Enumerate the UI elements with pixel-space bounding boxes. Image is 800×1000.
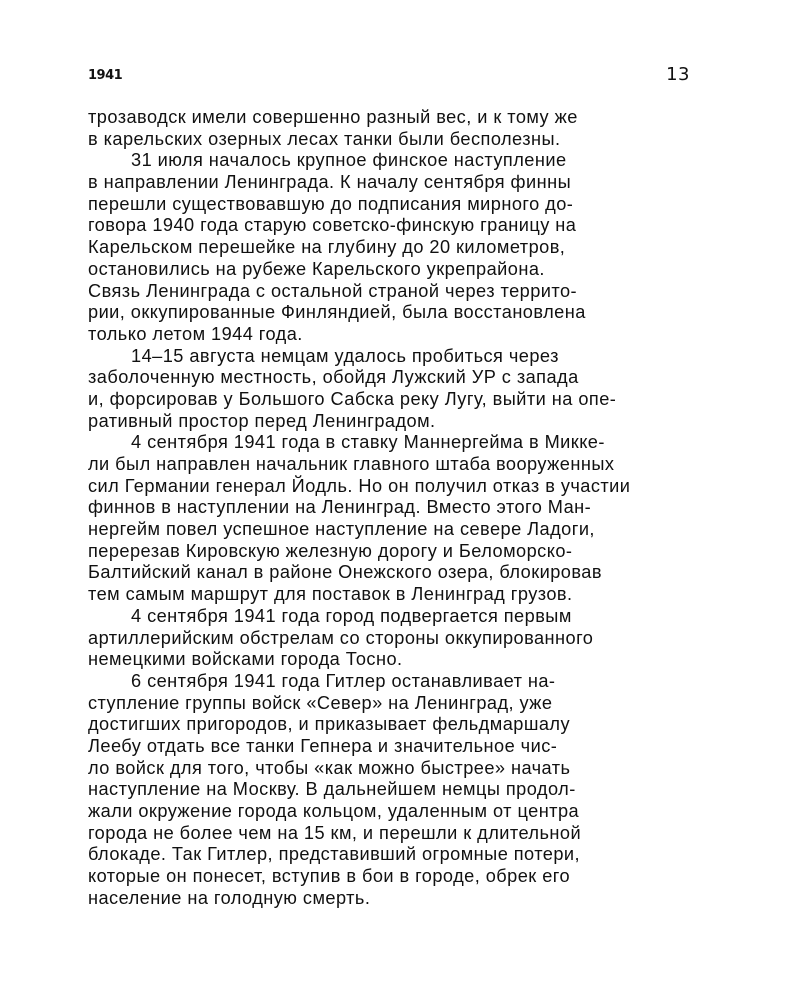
text-line: немецкими войсками города Тосно. [88,649,403,670]
text-line: Карельском перешейке на глубину до 20 километров, [88,237,566,258]
text-line: города не более чем на 15 км, и перешли к длительной [88,822,582,843]
paragraph-first-line: 14–15 августа немцам удалось пробиться через [131,345,559,366]
text-line: рии, оккупированные Финляндией, была восстановлена [88,302,586,323]
text-line: ло войск для того, чтобы «как можно быстрее» начать [88,757,571,778]
paragraph-first-line: 4 сентября 1941 года в ставку Маннергейма в Микке- [131,432,605,453]
text-line: наступление на Москву. В дальнейшем немцы продол- [88,779,576,800]
text-line: ли был направлен начальник главного штаба вооруженных [88,454,615,474]
text-line: население на голодную смерть. [88,887,371,908]
running-title: 1941 [88,68,123,83]
text-line: перерезав Кировскую железную дорогу и Беломорско- [88,540,573,561]
paragraph-first-line: 31 июля началось крупное финское наступление [131,150,567,171]
running-head [88,64,690,90]
paragraph-first-line: 6 сентября 1941 года Гитлер останавливает на- [131,670,556,691]
body-text [88,107,698,909]
text-line: ративный простор перед Ленинградом. [88,410,436,431]
text-line: только летом 1944 года. [88,323,303,344]
text-line: ступление группы войск «Север» на Ленинград, уже [88,692,553,713]
text-line: жали окружение города кольцом, удаленным от центра [88,801,580,821]
text-line: говора 1940 года старую советско-финскую границу на [88,215,577,236]
text-line: Связь Ленинграда с остальной страной через террито- [88,280,578,301]
text-line: достигших пригородов, и приказывает фельдмаршалу [88,714,571,735]
text-line: Балтийский канал в районе Онежского озера, блокировав [88,562,602,583]
text-line: трозаводск имели совершенно разный вес, и к тому же [88,107,578,127]
text-line: которые он понесет, вступив в бои в городе, обрек его [88,866,571,887]
text-line: сил Германии генерал Йодль. Но он получил отказ в участии [88,475,631,496]
text-line: в карельских озерных лесах танки были бесполезны. [88,128,561,149]
text-line: тем самым маршрут для поставок в Ленинград грузов. [88,584,573,605]
page-number: 13 [666,64,690,85]
text-line: и, форсировав у Большого Сабска реку Лугу, выйти на опе- [88,388,617,409]
text-line: артиллерийским обстрелам со стороны оккупированного [88,627,594,648]
paragraph-first-line: 4 сентября 1941 года город подвергается первым [131,605,572,626]
text-line: финнов в наступлении на Ленинград. Вместо этого Ман- [88,497,592,518]
text-line: нергейм повел успешное наступление на севере Ладоги, [88,519,595,540]
text-line: перешли существовавшую до подписания мирного до- [88,193,574,214]
text-line: заболоченную местность, обойдя Лужский УР с запада [88,367,579,388]
text-line: блокаде. Так Гитлер, представивший огромные потери, [88,844,581,865]
text-line: Леебу отдать все танки Гепнера и значительное чис- [88,735,558,756]
text-line: остановились на рубеже Карельского укрепрайона. [88,258,545,279]
text-line: в направлении Ленинграда. К началу сентября финны [88,172,572,193]
